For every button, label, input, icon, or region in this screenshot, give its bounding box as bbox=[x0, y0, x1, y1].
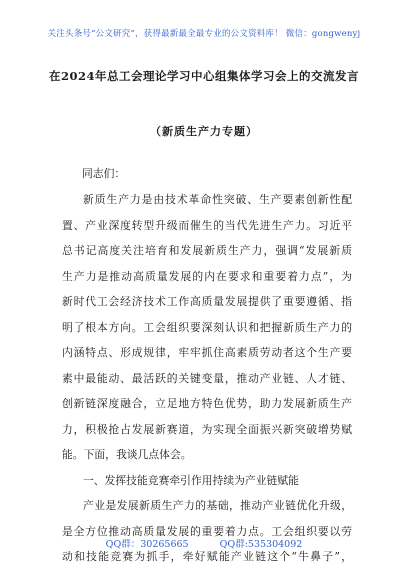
paragraph-line: 力，积极抢占发展新赛道，为实现全面振兴新突破增势赋 bbox=[62, 422, 352, 436]
document-title: 在2024年总工会理论学习中心组集体学习会上的交流发言 bbox=[48, 69, 359, 83]
salutation: 同志们： bbox=[82, 167, 126, 180]
paragraph-line: 内涵特点、形成规律，牢牢抓住高素质劳动者这个生产要 bbox=[62, 346, 352, 359]
paragraph-line: 动和技能竞赛为抓手，牵好赋能产业链这个“牛鼻子”， bbox=[62, 550, 352, 563]
paragraph-line: 明了根本方向。工会组织要深刻认识和把握新质生产力的 bbox=[62, 320, 352, 334]
section-heading: 一、发挥技能竞赛牵引作用持续为产业链赋能 bbox=[83, 473, 299, 487]
document-subtitle: （新质生产力专题） bbox=[150, 125, 258, 138]
paragraph-line: 总书记高度关注培育和发展新质生产力，强调“发展新质 bbox=[62, 244, 352, 257]
paragraph-line: 置、产业深度转型升级而催生的当代先进生产力。习近平 bbox=[62, 218, 352, 232]
paragraph-line: 产业是发展新质生产力的基础，推动产业链优化升级， bbox=[83, 499, 352, 512]
paragraph-line: 新时代工会经济技术工作高质量发展提供了重要遵循、指 bbox=[62, 295, 352, 308]
paragraph-line: 能。下面，我谈几点体会。 bbox=[62, 448, 192, 461]
paragraph-1 bbox=[62, 187, 352, 570]
paragraph-line: 创新链深度融合，立足地方特色优势，助力发展新质生产 bbox=[62, 397, 352, 410]
contact-footer bbox=[0, 536, 408, 550]
paragraph-line: 是全方位推动高质量发展的重要着力点。工会组织要以劳 bbox=[62, 524, 352, 538]
qq-group-1: QQ群：30265665 bbox=[105, 539, 189, 550]
paragraph-line: 生产力是推动高质量发展的内在要求和重要着力点”，为 bbox=[62, 269, 352, 283]
paragraph-line: 新质生产力是由技术革命性突破、生产要素创新性配 bbox=[83, 193, 352, 206]
paragraph-line: 素中最能动、最活跃的关键变量，推动产业链、人才链、 bbox=[62, 371, 352, 385]
qq-group-2: QQ群:535304092 bbox=[219, 539, 303, 550]
promo-banner: 关注头条号“公文研究”，获得最新最全最专业的公文资料库！ 微信：gongwenyj bbox=[47, 29, 361, 39]
